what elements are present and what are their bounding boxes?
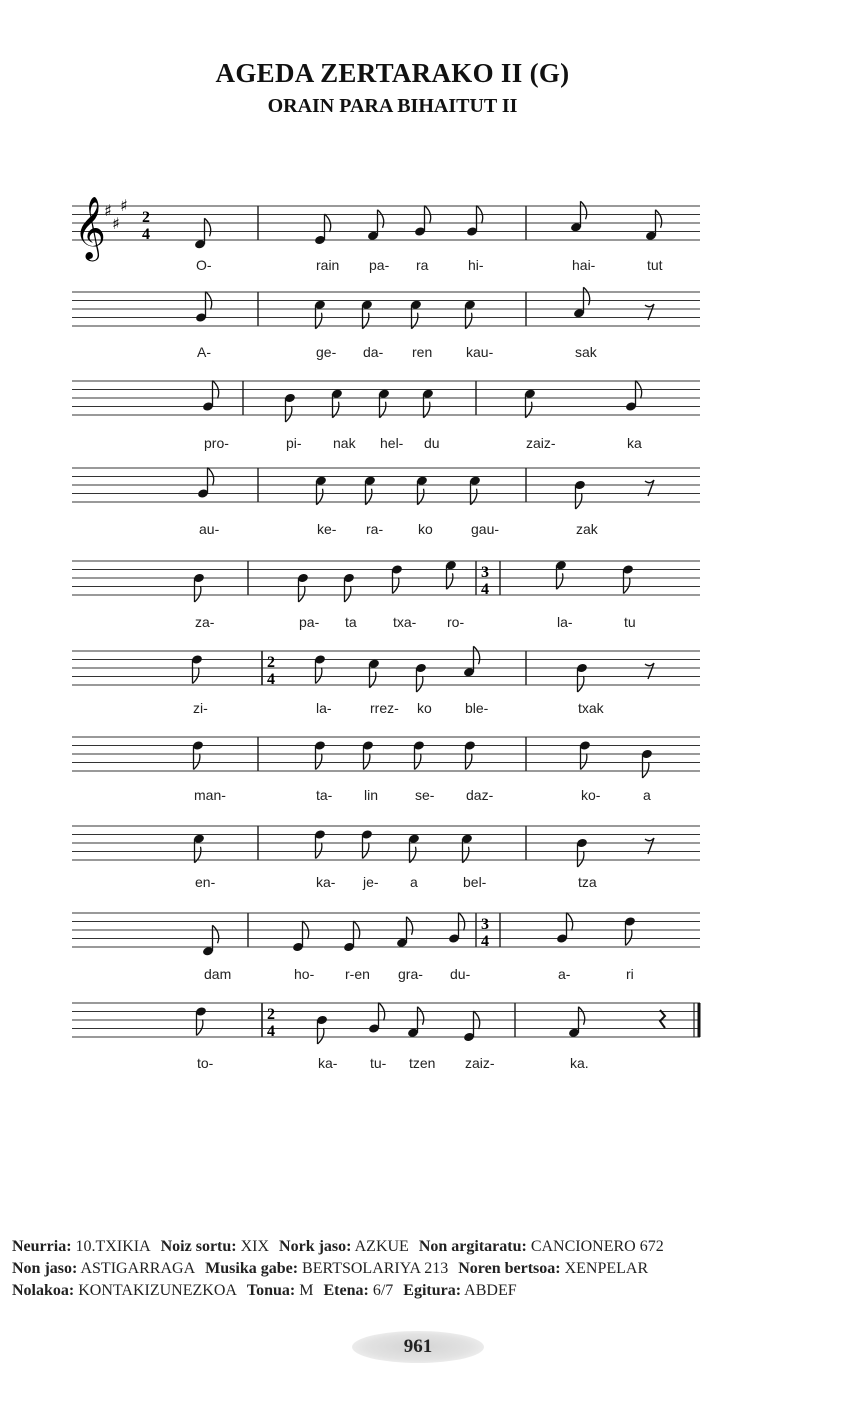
noren-bertsoa-value: XENPELAR xyxy=(564,1260,649,1277)
lyric-syllable: ri xyxy=(626,966,634,982)
non-jaso-label: Non jaso: xyxy=(12,1260,78,1277)
egitura-value: ABDEF xyxy=(464,1282,517,1299)
neurria-value: 10.TXIKIA xyxy=(75,1238,151,1255)
lyric-syllable: ble- xyxy=(465,700,489,716)
lyric-syllable: a xyxy=(643,787,651,803)
lyric-syllable: txak xyxy=(578,700,604,716)
lyric-syllable: gra- xyxy=(398,966,423,982)
lyric-syllable: tu xyxy=(624,614,636,630)
note-flag xyxy=(643,762,649,778)
lyric-syllable: tza xyxy=(578,874,597,890)
lyric-syllable: la- xyxy=(557,614,573,630)
lyric-syllable: se- xyxy=(415,787,435,803)
time-signature-numerator: 3 xyxy=(481,916,489,933)
note-flag xyxy=(299,586,305,602)
lyric-syllable: zi- xyxy=(193,700,208,716)
note-flag xyxy=(466,754,472,770)
note-flag xyxy=(345,586,351,602)
time-signature-numerator: 2 xyxy=(142,209,150,226)
lyric-syllable: a xyxy=(410,874,418,890)
lyric-syllable: bel- xyxy=(463,874,487,890)
tonua-label: Tonua: xyxy=(246,1282,296,1299)
musika-gabe-label: Musika gabe: xyxy=(205,1260,299,1277)
time-signature-denominator: 4 xyxy=(267,671,275,688)
lyric-syllable: hel- xyxy=(380,435,404,451)
lyric-syllable: je- xyxy=(363,874,379,890)
noren-bertsoa-label: Noren bertsoa: xyxy=(458,1260,561,1277)
note-flag xyxy=(197,1020,203,1036)
note-flag xyxy=(316,843,322,859)
non-argitaratu-label: Non argitaratu: xyxy=(418,1238,527,1255)
lyric-syllable: au- xyxy=(199,521,220,537)
lyric-syllable: nak xyxy=(333,435,356,451)
lyric-syllable: ge- xyxy=(316,344,337,360)
lyric-syllable: zak xyxy=(576,521,598,537)
note-flag xyxy=(576,493,582,509)
lyric-syllable: la- xyxy=(316,700,332,716)
note-flag xyxy=(195,586,201,602)
time-signature-numerator: 2 xyxy=(267,1006,275,1023)
lyric-syllable: ko- xyxy=(581,787,601,803)
lyric-syllable: r-en xyxy=(345,966,370,982)
lyric-syllable: za- xyxy=(195,614,215,630)
lyric-syllable: ren xyxy=(412,344,433,360)
lyric-syllable: dam xyxy=(204,966,232,982)
note-flag xyxy=(656,210,662,228)
lyric-syllable: pa- xyxy=(299,614,320,630)
lyric-syllable: kau- xyxy=(466,344,494,360)
page-number: 961 xyxy=(352,1331,484,1363)
treble-clef: 𝄞 xyxy=(74,196,106,259)
non-argitaratu-value: CANCIONERO 672 xyxy=(530,1238,664,1255)
lyric-syllable: ta- xyxy=(316,787,333,803)
lyric-syllable: ho- xyxy=(294,966,315,982)
note-flag xyxy=(581,201,587,219)
neurria-label: Neurria: xyxy=(12,1238,72,1255)
time-signature-numerator: 2 xyxy=(267,654,275,671)
note-flag xyxy=(194,754,200,770)
lyric-syllable: tzen xyxy=(409,1055,436,1071)
lyric-syllable: man- xyxy=(194,787,226,803)
noiz-sortu-value: XIX xyxy=(240,1238,270,1255)
lyric-syllable: O- xyxy=(196,257,212,273)
egitura-label: Egitura: xyxy=(403,1282,462,1299)
lyric-syllable: en- xyxy=(195,874,216,890)
nork-jaso-value: AZKUE xyxy=(354,1238,409,1255)
lyric-syllable: ta xyxy=(345,614,357,630)
lyric-syllable: zaiz- xyxy=(465,1055,495,1071)
note-flag xyxy=(474,646,480,664)
sharp-key-signature: ♯ xyxy=(104,201,112,220)
note-flag xyxy=(364,754,370,770)
song-title: AGEDA ZERTARAKO II (G) xyxy=(215,58,570,88)
lyric-syllable: sak xyxy=(575,344,597,360)
note-flag xyxy=(193,668,199,684)
sharp-key-signature: ♯ xyxy=(120,196,128,215)
note-flag xyxy=(581,754,587,770)
lyric-syllable: to- xyxy=(197,1055,214,1071)
nolakoa-value: KONTAKIZUNEZKOA xyxy=(78,1282,237,1299)
time-signature-denominator: 4 xyxy=(142,226,150,243)
lyric-syllable: pro- xyxy=(204,435,229,451)
lyric-syllable: rrez- xyxy=(370,700,399,716)
noiz-sortu-label: Noiz sortu: xyxy=(160,1238,237,1255)
lyric-syllable: ke- xyxy=(317,521,337,537)
note-flag xyxy=(316,668,322,684)
note-flag xyxy=(578,851,584,867)
note-flag xyxy=(624,578,630,594)
lyric-syllable: ka- xyxy=(316,874,336,890)
lyric-syllable: ko xyxy=(418,521,433,537)
note-flag xyxy=(579,1007,585,1025)
metadata-line-1 xyxy=(12,1236,812,1258)
note-flag xyxy=(393,578,399,594)
note-flag xyxy=(205,218,211,236)
lyric-syllable: gau- xyxy=(471,521,500,537)
lyric-syllable: A- xyxy=(197,344,211,360)
lyric-syllable: tu- xyxy=(370,1055,387,1071)
song-subtitle: ORAIN PARA BIHAITUT II xyxy=(267,95,518,117)
lyric-syllable: hai- xyxy=(572,257,596,273)
lyric-syllable: rain xyxy=(316,257,340,273)
sharp-key-signature: ♯ xyxy=(112,214,120,233)
time-signature-denominator: 4 xyxy=(267,1023,275,1040)
quarter-rest xyxy=(660,1010,665,1028)
nolakoa-label: Nolakoa: xyxy=(12,1282,75,1299)
non-jaso-value: ASTIGARRAGA xyxy=(80,1260,196,1277)
metadata-line-3 xyxy=(12,1280,812,1302)
lyric-syllable: pa- xyxy=(369,257,390,273)
lyric-syllable: da- xyxy=(363,344,384,360)
note-flag xyxy=(417,676,423,692)
lyric-syllable: ra- xyxy=(366,521,384,537)
note-flag xyxy=(213,925,219,943)
metadata-line-2 xyxy=(12,1258,812,1280)
lyric-syllable: zaiz- xyxy=(526,435,556,451)
note-flag xyxy=(584,287,590,305)
lyric-syllable: pi- xyxy=(286,435,302,451)
lyric-syllable: ra xyxy=(416,257,429,273)
lyric-syllable: ro- xyxy=(447,614,465,630)
note-flag xyxy=(363,843,369,859)
lyric-syllable: ka- xyxy=(318,1055,338,1071)
note-flag xyxy=(626,930,632,946)
note-flag xyxy=(316,754,322,770)
note-flag xyxy=(407,917,413,935)
etena-label: Etena: xyxy=(323,1282,369,1299)
lyric-syllable: tut xyxy=(647,257,663,273)
lyric-syllable: ka xyxy=(627,435,642,451)
note-flag xyxy=(286,406,292,422)
time-signature-denominator: 4 xyxy=(481,581,489,598)
time-signature-numerator: 3 xyxy=(481,564,489,581)
lyric-syllable: a- xyxy=(558,966,571,982)
lyric-syllable: du- xyxy=(450,966,471,982)
note-flag xyxy=(418,1007,424,1025)
tonua-value: M xyxy=(299,1282,314,1299)
lyric-syllable: lin xyxy=(364,787,379,803)
lyric-syllable: ka. xyxy=(570,1055,589,1071)
etena-value: 6/7 xyxy=(372,1282,394,1299)
note-flag xyxy=(578,676,584,692)
time-signature-denominator: 4 xyxy=(481,933,489,950)
lyric-syllable: hi- xyxy=(468,257,484,273)
lyric-syllable: daz- xyxy=(466,787,494,803)
nork-jaso-label: Nork jaso: xyxy=(279,1238,352,1255)
note-flag xyxy=(378,210,384,228)
musika-gabe-value: BERTSOLARIYA 213 xyxy=(302,1260,449,1277)
lyric-syllable: du xyxy=(424,435,440,451)
note-flag xyxy=(415,754,421,770)
lyric-syllable: txa- xyxy=(393,614,417,630)
lyric-syllable: ko xyxy=(417,700,432,716)
note-flag xyxy=(318,1028,324,1044)
